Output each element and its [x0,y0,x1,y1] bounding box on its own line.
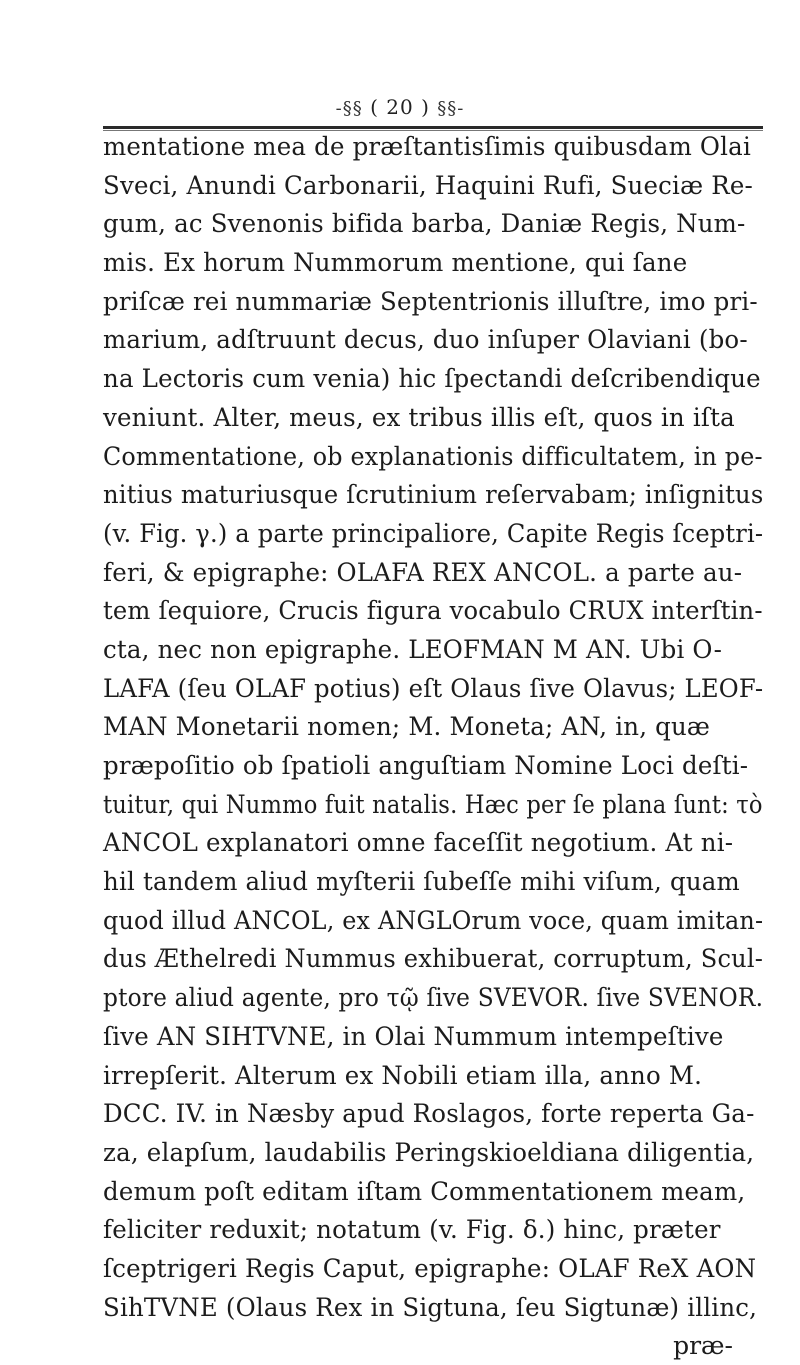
text-line: feri, & epigraphe: OLAFA REX ANCOL. a parte au- [103,557,743,587]
text-line: Sveci, Anundi Carbonarii, Haquini Rufi, Sueciæ Re- [103,170,753,200]
header-ornament-right: §§- [437,98,465,119]
text-line: Commentatione, ob explanationis difficultatem, in pe- [103,441,763,471]
text-line: gum, ac Svenonis bifida barba, Daniæ Regis, Num- [103,209,746,239]
text-line: veniunt. Alter, meus, ex tribus illis eſt, quos in iſta [103,402,735,432]
text-line: ſive AN SIHTVNE, in Olai Nummum intempeſtive [103,1021,724,1051]
text-line: (v. Fig. γ.) a parte principaliore, Capite Regis ſceptri- [103,518,764,548]
text-line: marium, adſtruunt decus, duo inſuper Olaviani (bo- [103,325,748,355]
text-line: demum poſt editam iſtam Commentationem meam, [103,1176,746,1206]
text-line: ANCOL explanatori omne faceſſit negotium. At ni- [103,828,734,858]
text-line: SihTVNE (Olaus Rex in Sigtuna, ſeu Sigtunæ) illinc, [103,1292,758,1322]
text-line: na Lectoris cum venia) hic ſpectandi deſcribendique [103,364,761,394]
text-line: za, elapſum, laudabilis Peringskioeldiana diligentia, [103,1137,755,1167]
text-line: tem ſequiore, Crucis figura vocabulo CRUX interſtin- [103,596,763,626]
text-line: irrepſerit. Alterum ex Nobili etiam illa, anno M. [103,1060,703,1090]
text-line: hil tandem aliud myſterii ſubeſſe mihi viſum, quam [103,867,740,897]
text-line: LAFA (ſeu OLAF potius) eſt Olaus ſive Olavus; LEOF- [103,673,764,703]
running-header [0,95,800,119]
text-line: ptore aliud agente, pro τῷ ſive SVEVOR. ſive SVENOR. [103,983,764,1013]
text-line: quod illud ANCOL, ex ANGLOrum voce, quam imitan- [103,905,764,935]
text-line: feliciter reduxit; notatum (v. Fig. δ.) hinc, præter [103,1215,721,1245]
page-number: ( 20 ) [370,95,430,119]
text-line: mentatione mea de præſtantisſimis quibusdam Olai [103,132,751,161]
text-line: cta, nec non epigraphe. LEOFMAN M AN. Ubi O- [103,634,723,664]
text-line: præpoſitio ob ſpatioli anguſtiam Nomine Loci deſti- [103,751,749,780]
body-text [103,128,778,1365]
text-line: nitius maturiusque ſcrutinium reſervabam; inſignitus [103,480,764,510]
header-ornament-left: -§§ [335,98,363,119]
text-line: MAN Monetarii nomen; M. Moneta; AN, in, quæ [103,712,711,742]
text-line: DCC. IV. in Næsby apud Roslagos, forte reperta Ga- [103,1099,755,1129]
text-line: mis. Ex horum Nummorum mentione, qui ſane [103,248,688,278]
text-line: ſceptrigeri Regis Caput, epigraphe: OLAF ReX AON [103,1253,757,1283]
text-line: priſcæ rei nummariæ Septentrionis illuſtre, imo pri- [103,286,758,316]
catchword: præ- [673,1331,733,1361]
text-line: dus Æthelredi Nummus exhibuerat, corruptum, Scul- [103,944,764,974]
text-line: tuitur, qui Nummo fuit natalis. Hæc per ſe plana ſunt: τὸ [103,789,763,819]
